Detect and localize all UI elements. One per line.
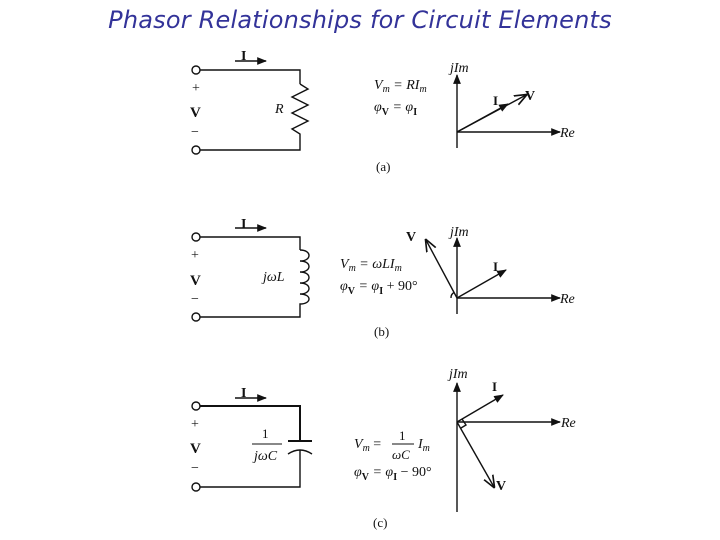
- equation-phase: $\varphi_V = \varphi_I$: [374, 100, 418, 118]
- minus-sign: −: [191, 292, 199, 307]
- inductor-symbol: [200, 250, 309, 317]
- im-axis-label: jIm: [449, 367, 468, 382]
- phasor-i-arrow: [457, 395, 503, 422]
- equation-magnitude: $V_m = RI_m$: [374, 78, 427, 95]
- phasor-v-label: V: [496, 479, 507, 494]
- page-title: Phasor Relationships for Circuit Elements: [108, 6, 612, 34]
- wire-bottom: [200, 450, 300, 487]
- phasor-plane-a: [457, 75, 560, 148]
- current-label: I: [241, 217, 247, 232]
- element-label: jωL: [263, 270, 285, 285]
- re-axis-label: Re: [561, 416, 576, 431]
- eq-magnitude-rhs: $I_m$: [418, 437, 430, 454]
- current-label: I: [241, 49, 247, 64]
- im-axis-label: jIm: [450, 225, 469, 240]
- right-angle-mark: [461, 419, 466, 428]
- re-axis-label: Re: [560, 126, 575, 141]
- wire-top: [200, 70, 300, 84]
- phasor-plane-c: [457, 383, 560, 512]
- wire-top: [200, 237, 300, 250]
- eq-fraction-denominator: ωC: [392, 447, 410, 462]
- terminal-bottom: [192, 313, 200, 321]
- voltage-label: V: [190, 273, 201, 289]
- voltage-label: V: [190, 105, 201, 121]
- terminal-top: [192, 66, 200, 74]
- circuit-a: [192, 61, 308, 154]
- equation-phase: $\varphi_V = \varphi_I + 90^\circ$: [340, 279, 418, 297]
- terminal-top: [192, 402, 200, 410]
- terminal-top: [192, 233, 200, 241]
- element-numerator: 1: [262, 426, 269, 441]
- re-axis-label: Re: [560, 292, 575, 307]
- equation-magnitude: $V_m = \omega LI_m$: [340, 257, 402, 274]
- minus-sign: −: [191, 461, 199, 476]
- plus-sign: +: [192, 81, 200, 96]
- terminal-bottom: [192, 483, 200, 491]
- eq-fraction-numerator: 1: [399, 428, 406, 443]
- circuit-b: [192, 228, 309, 321]
- panel-c: [190, 367, 576, 530]
- phasor-i-label: I: [493, 93, 499, 108]
- phasor-i-arrow: [457, 270, 506, 298]
- phasor-v-arrow: [457, 422, 494, 487]
- resistor-symbol: [200, 84, 308, 150]
- phasor-v-arrow: [426, 240, 457, 298]
- wire-top: [200, 406, 300, 441]
- plus-sign: +: [191, 417, 199, 432]
- circuit-c: [192, 398, 312, 491]
- phasor-v-label: V: [406, 230, 417, 245]
- caption-c: (c): [373, 515, 388, 530]
- current-label: I: [241, 386, 247, 401]
- im-axis-label: jIm: [450, 61, 469, 76]
- minus-sign: −: [191, 125, 199, 140]
- phasor-i-label: I: [493, 259, 499, 274]
- element-label: R: [275, 102, 284, 117]
- plus-sign: +: [191, 248, 199, 263]
- panel-a: [190, 49, 575, 174]
- element-denominator: jωC: [254, 449, 278, 464]
- panel-b: [190, 217, 575, 339]
- caption-a: (a): [376, 159, 391, 174]
- phasor-i-label: I: [492, 379, 498, 394]
- phasor-i-arrow: [457, 104, 508, 132]
- voltage-label: V: [190, 441, 201, 457]
- equation-magnitude: [354, 428, 430, 462]
- equation-phase: $\varphi_V = \varphi_I - 90^\circ$: [354, 465, 432, 483]
- caption-b: (b): [374, 324, 390, 339]
- phasor-plane-b: [426, 238, 560, 314]
- phasor-v-label: V: [525, 89, 536, 104]
- right-angle-mark: [451, 293, 454, 299]
- eq-magnitude-lhs: $V_m$ =: [354, 437, 382, 454]
- terminal-bottom: [192, 146, 200, 154]
